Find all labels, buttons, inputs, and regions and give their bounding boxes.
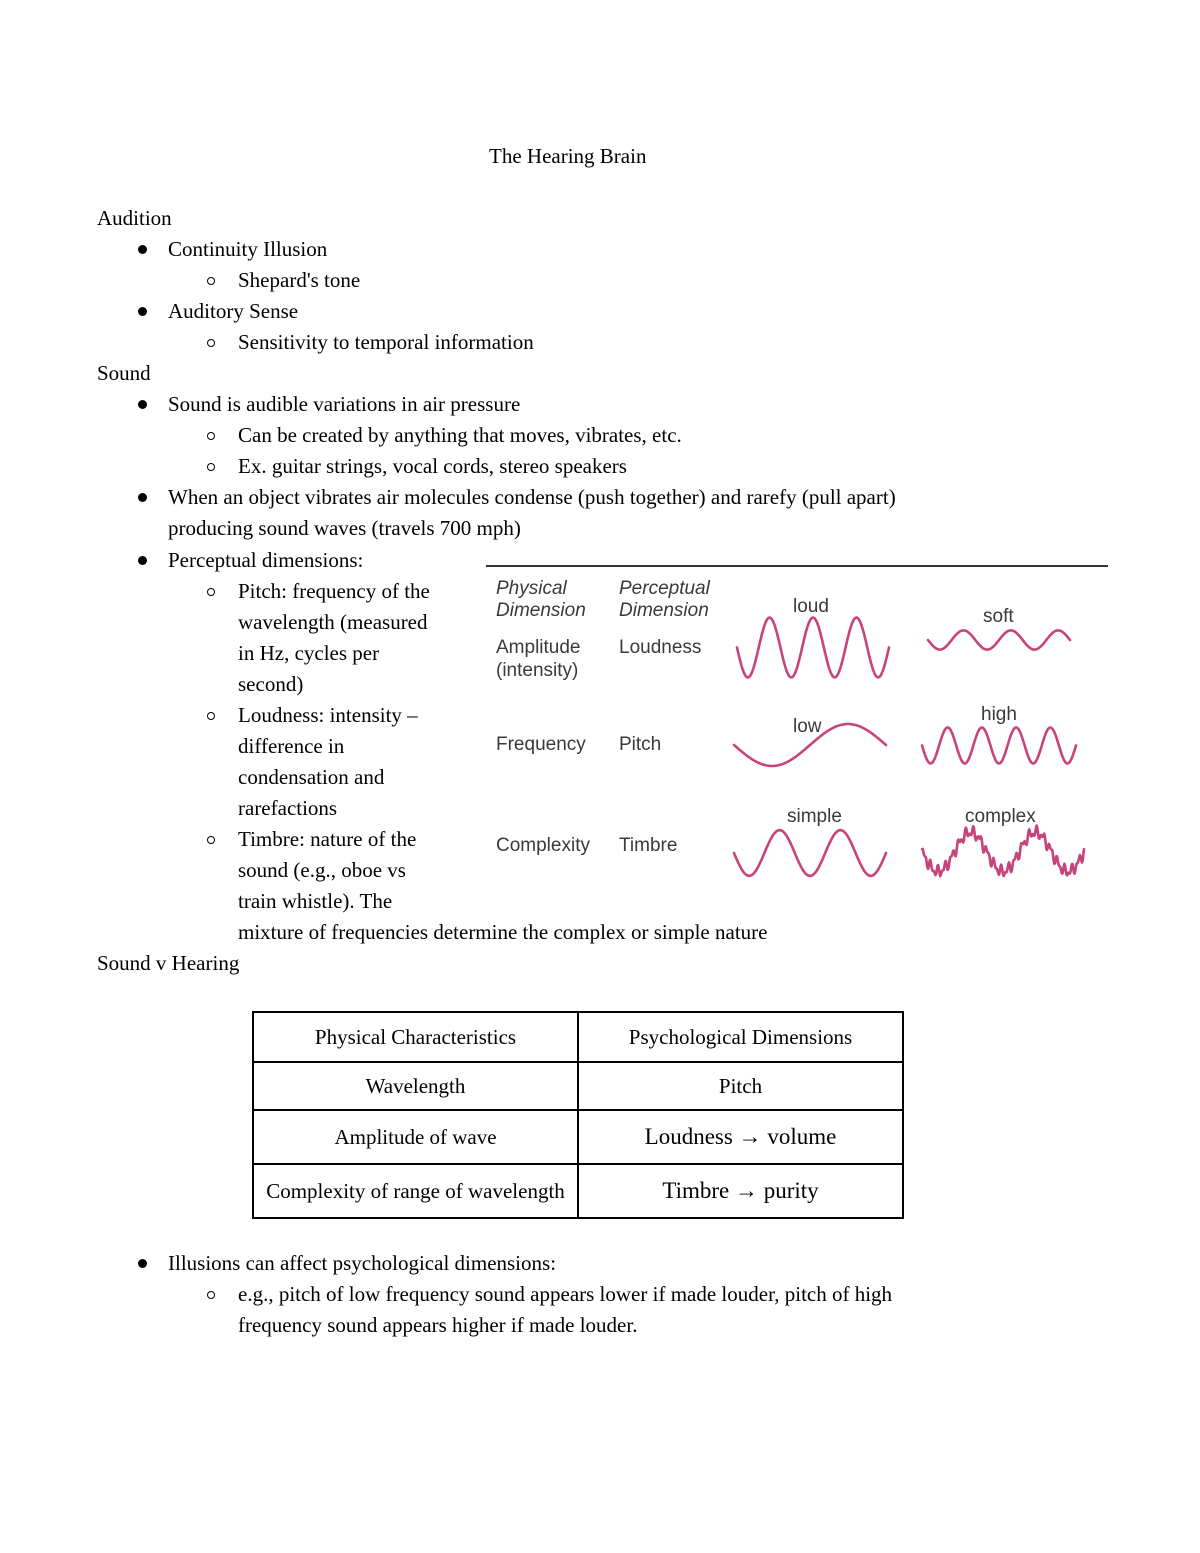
wave-label-high: high xyxy=(981,704,1017,725)
list-item: When an object vibrates air molecules condense (push together) and rarefy (pull apart) xyxy=(168,485,896,509)
list-subitem-continuation: frequency sound appears higher if made louder. xyxy=(238,1313,638,1337)
table-row xyxy=(253,1062,903,1110)
sound-hearing-table xyxy=(252,1011,904,1219)
sub-bullet-ring xyxy=(207,712,215,720)
dimensions-figure xyxy=(478,565,1108,895)
table-row xyxy=(253,1110,903,1164)
heading-audition: Audition xyxy=(97,206,172,230)
wave-loud xyxy=(733,615,893,680)
figure-row-physical: Frequency xyxy=(496,734,586,755)
bullet-dot xyxy=(138,400,147,409)
figure-header-perceptual: Dimension xyxy=(619,600,709,621)
sub-bullet-ring xyxy=(207,1291,215,1299)
list-subitem: e.g., pitch of low frequency sound appears lower if made louder, pitch of high xyxy=(238,1282,893,1306)
list-item: Continuity Illusion xyxy=(168,237,328,261)
sub-bullet-ring xyxy=(207,836,215,844)
bullet-dot xyxy=(138,556,147,565)
wave-label-low: low xyxy=(793,716,822,737)
bullet-dot xyxy=(138,1259,147,1268)
pitch-line: in Hz, cycles per xyxy=(238,641,380,665)
table-cell: Amplitude of wave xyxy=(253,1110,578,1164)
bullet-dot xyxy=(138,307,147,316)
timbre-line: mixture of frequencies determine the complex or simple nature xyxy=(238,920,768,944)
pitch-line: second) xyxy=(238,672,304,696)
bullet-dot xyxy=(138,493,147,502)
timbre-line: sound (e.g., oboe vs xyxy=(238,858,406,882)
table-cell: Complexity of range of wavelength xyxy=(253,1164,578,1218)
sub-bullet-ring xyxy=(207,588,215,596)
wave-label-complex: complex xyxy=(965,806,1036,827)
bullet-dot xyxy=(138,245,147,254)
list-subitem: Ex. guitar strings, vocal cords, stereo speakers xyxy=(238,454,627,478)
figure-header-physical: Physical xyxy=(496,578,567,599)
figure-header-perceptual: Perceptual xyxy=(619,578,710,599)
list-subitem: Can be created by anything that moves, vibrates, etc. xyxy=(238,423,682,447)
sub-bullet-ring xyxy=(207,339,215,347)
list-subitem: Shepard's tone xyxy=(238,268,361,292)
wave-simple xyxy=(730,827,890,879)
figure-row-perceptual: Timbre xyxy=(619,835,678,856)
loudness-line: rarefactions xyxy=(238,796,338,820)
timbre-line: Timbre: nature of the xyxy=(238,827,417,851)
pitch-line: wavelength (measured xyxy=(238,610,428,634)
list-item-continuation: producing sound waves (travels 700 mph) xyxy=(168,516,521,540)
list-subitem: Sensitivity to temporal information xyxy=(238,330,534,354)
list-item: Auditory Sense xyxy=(168,299,299,323)
wave-line xyxy=(734,830,886,876)
wave-line xyxy=(928,630,1070,649)
loudness-line: Loudness: intensity – xyxy=(238,703,418,727)
wave-label-loud: loud xyxy=(793,596,829,617)
wave-line xyxy=(737,618,889,678)
figure-row-perceptual: Loudness xyxy=(619,637,702,658)
sub-bullet-ring xyxy=(207,463,215,471)
figure-header-physical: Dimension xyxy=(496,600,586,621)
wave-line xyxy=(922,728,1076,764)
wave-line xyxy=(922,826,1084,877)
wave-line xyxy=(734,724,886,766)
table-cell: Wavelength xyxy=(253,1062,578,1110)
loudness-line: difference in xyxy=(238,734,345,758)
table-row xyxy=(253,1164,903,1218)
table-cell: Loudness → volume xyxy=(578,1110,903,1164)
heading-sound: Sound xyxy=(97,361,151,385)
figure-rule xyxy=(486,565,1108,567)
loudness-line: condensation and xyxy=(238,765,385,789)
figure-row-physical: Amplitude xyxy=(496,637,581,658)
page-title: The Hearing Brain xyxy=(489,144,647,168)
wave-label-soft: soft xyxy=(983,606,1014,627)
table-cell: Physical Characteristics xyxy=(253,1012,578,1062)
table-cell: Timbre → purity xyxy=(578,1164,903,1218)
list-item: Illusions can affect psychological dimensions: xyxy=(168,1251,557,1275)
figure-row-physical: Complexity xyxy=(496,835,590,856)
sub-bullet-ring xyxy=(207,277,215,285)
wave-high xyxy=(918,723,1080,768)
heading-sound-v-hearing: Sound v Hearing xyxy=(97,951,240,975)
figure-row-perceptual: Pitch xyxy=(619,734,662,755)
wave-soft xyxy=(924,625,1074,655)
wave-label-simple: simple xyxy=(787,806,842,827)
sub-bullet-ring xyxy=(207,432,215,440)
table-row xyxy=(253,1012,903,1062)
table-cell: Psychological Dimensions xyxy=(578,1012,903,1062)
list-item: Sound is audible variations in air pressure xyxy=(168,392,521,416)
list-item: Perceptual dimensions: xyxy=(168,548,364,572)
pitch-line: Pitch: frequency of the xyxy=(238,579,430,603)
wave-low xyxy=(730,720,890,770)
wave-complex xyxy=(918,823,1088,881)
figure-row-physical: (intensity) xyxy=(496,660,579,681)
timbre-line: train whistle). The xyxy=(238,889,393,913)
table-cell: Pitch xyxy=(578,1062,903,1110)
